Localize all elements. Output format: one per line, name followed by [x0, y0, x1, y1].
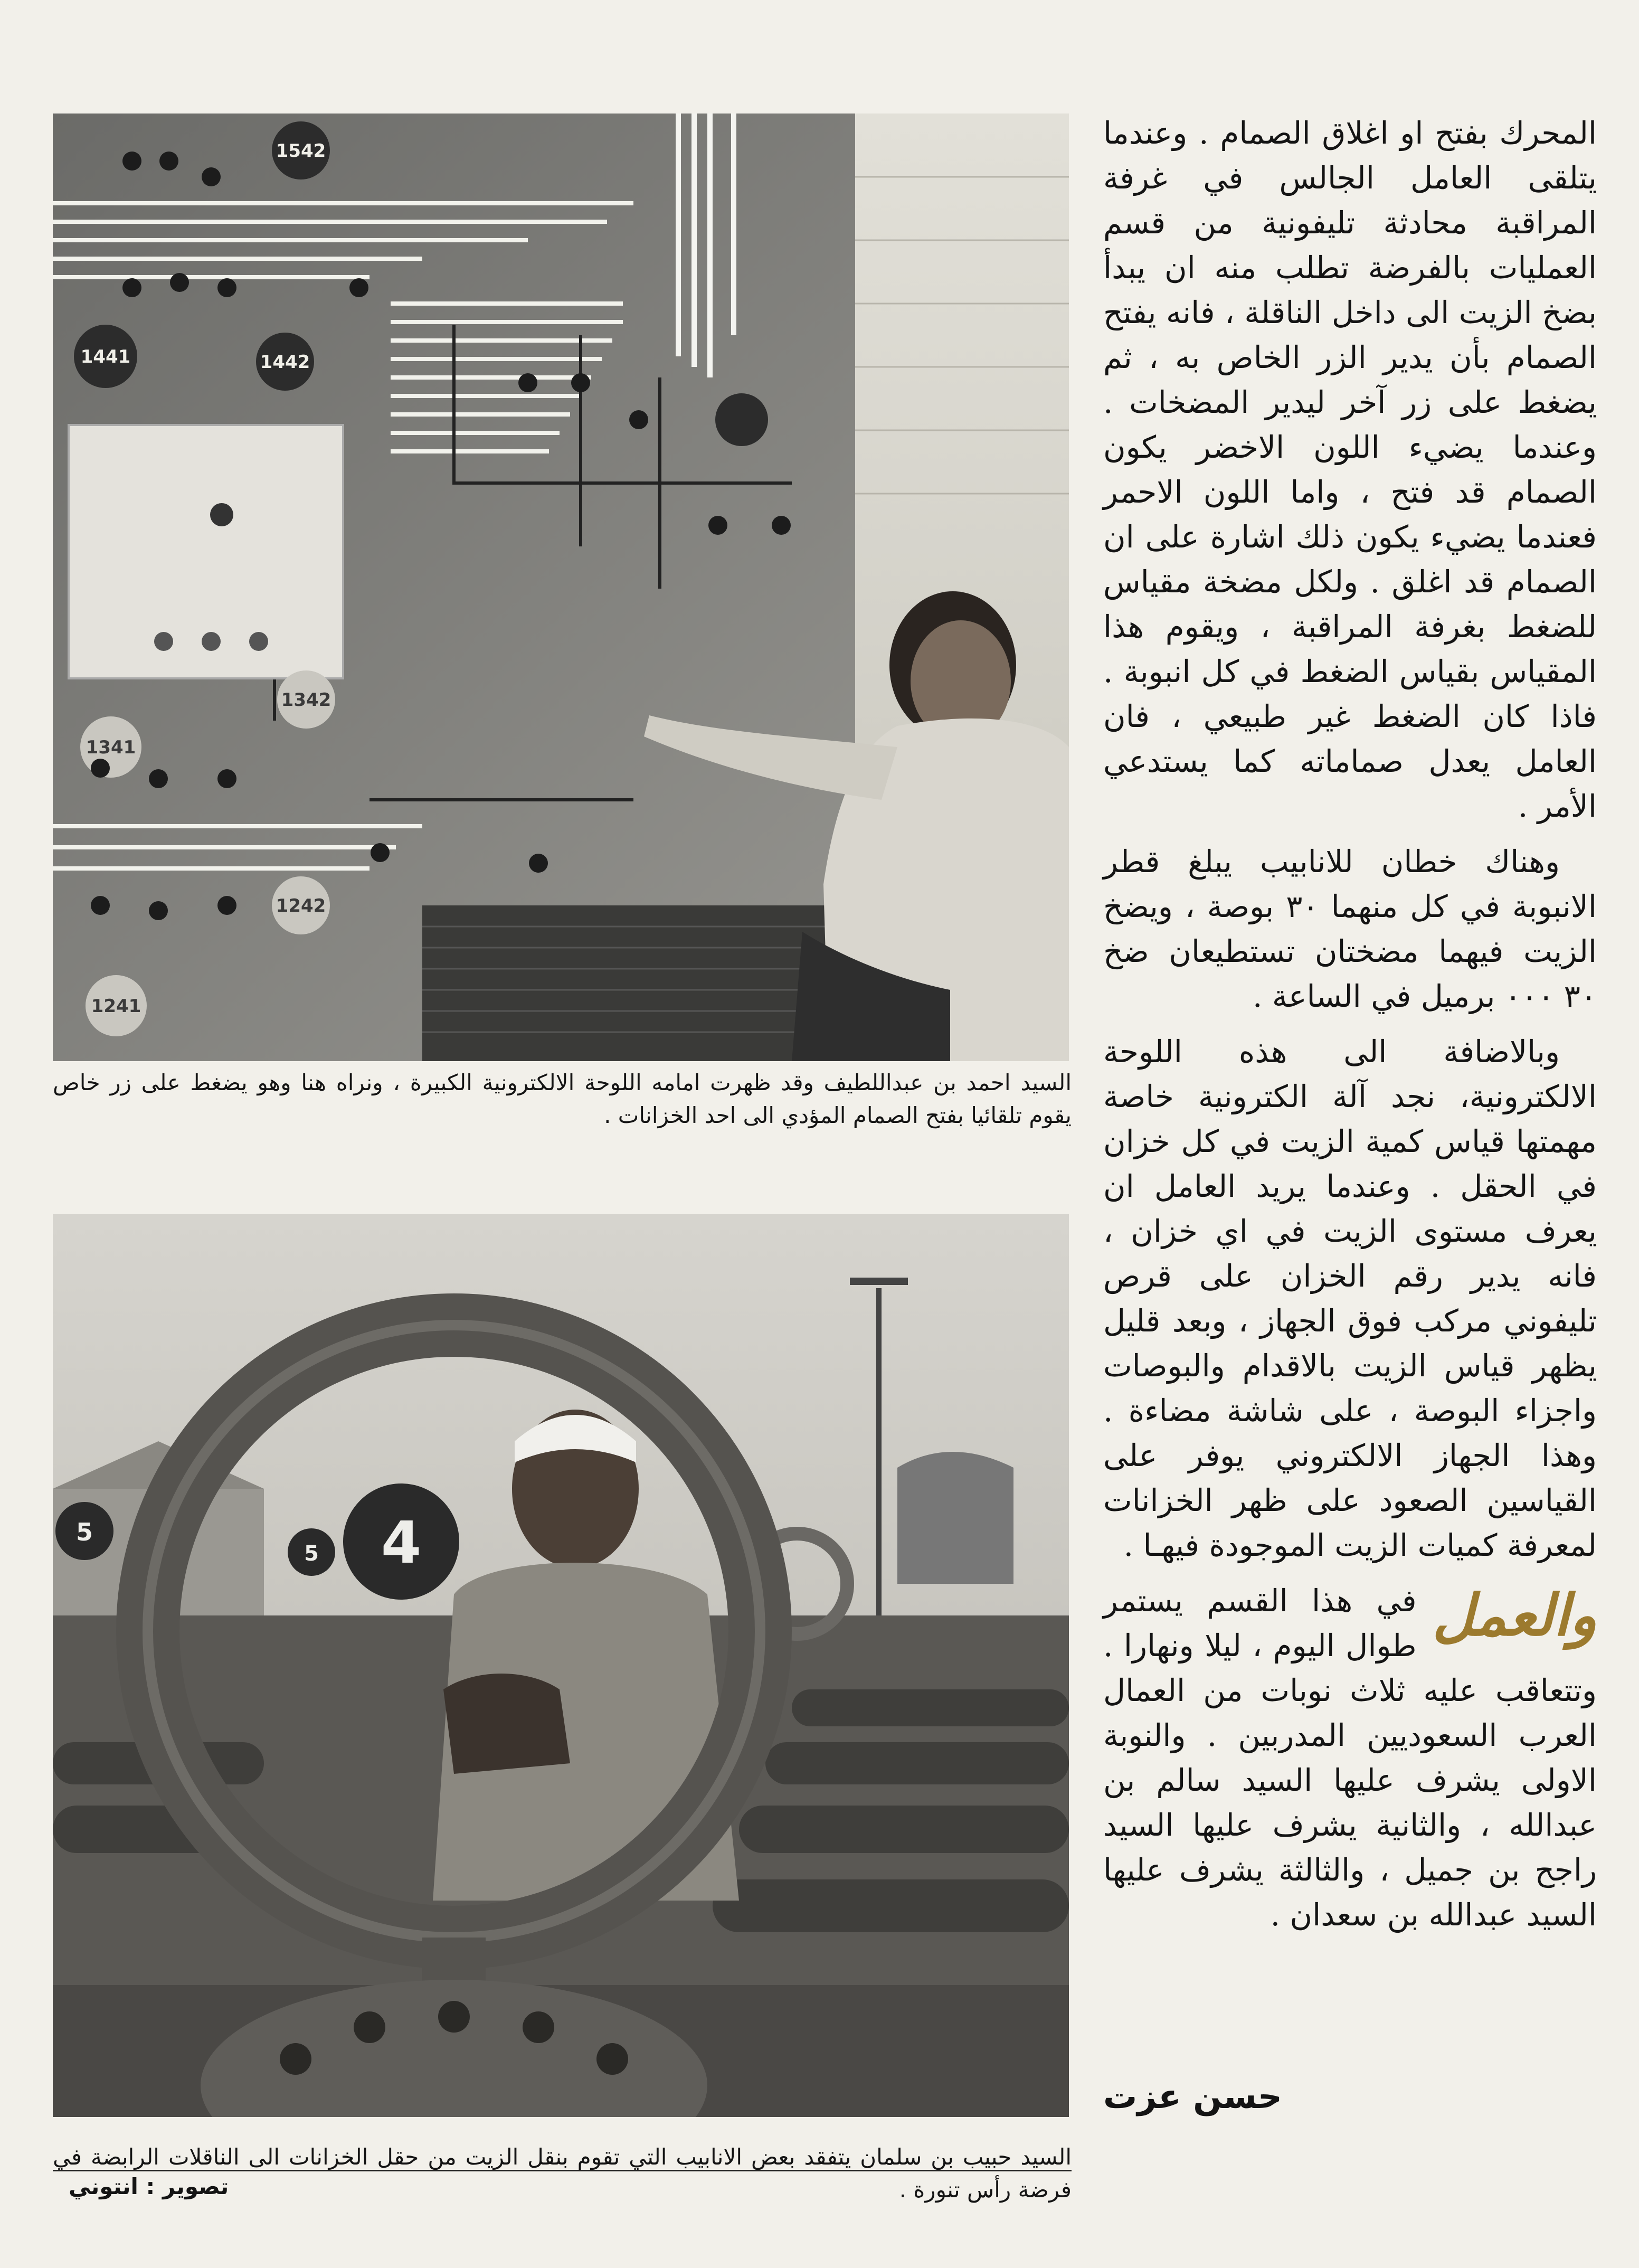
panel-label: 1441: [80, 346, 131, 367]
article-column: [1103, 111, 1597, 1938]
control-panel-photo: [53, 114, 1069, 1061]
bottom-photo-caption: السيد حبيب بن سلمان يتفقد بعض الانابيب التي تقوم بنقل الزيت من حقل الخزانات الى الناقلات الرابضة في فرضة رأس تنورة .: [53, 2144, 1072, 2203]
photo-credit: تصوير : انتوني: [69, 2174, 229, 2199]
pipeline-worker-photo: [53, 1214, 1069, 2117]
top-photo-caption: السيد احمد بن عبداللطيف وقد ظهرت امامه اللوحة الالكترونية الكبيرة ، ونراه هنا وهو يضغط على زر خاص يقوم تلقائيا بفتح الصمام المؤدي الى احد الخزانات .: [53, 1070, 1072, 1128]
author-byline: حسن عزت: [1103, 2077, 1282, 2116]
article-paragraph: [1103, 1579, 1597, 1938]
section-heading: والعمل: [1432, 1582, 1597, 1649]
tank-sign: 5: [75, 1518, 93, 1546]
panel-label: 1342: [281, 689, 331, 711]
article-paragraph: المحرك بفتح او اغلاق الصمام . وعندما يتلقى العامل الجالس في غرفة المراقبة محادثة تليفونية من قسم العمليات بالفرضة تطلب منه ان يبدأ بضخ الزيت الى داخل الناقلة ، فانه يفتح الصمام بأن يدير الزر الخاص به ، ثم يضغط على زر آخر ليدير المضخات . وعندما يضيء اللون الاخضر يكون الصمام قد فتح ، واما اللون الاحمر فعندما يضيء يكون ذلك اشارة على ان الصمام قد اغلق . ولكل مضخة مقياس للضغط بغرفة المراقبة ، ويقوم هذا المقياس بقياس الضغط في كل انبوبة . فاذا كان الضغط غير طبيعي ، فان العامل يعدل صماماته كما يستدعي الأمر .: [1103, 115, 1597, 824]
article-paragraph: وبالاضافة الى هذه اللوحة الالكترونية، نجد آلة الكترونية خاصة مهمتها قياس كمية الزيت في كل خزان في الحقل . وعندما يريد العامل ان يعرف مستوى الزيت في اي خزان ، فانه يدير رقم الخزان على قرص تليفوني مركب فوق الجهاز ، وبعد قليل يظهر قياس الزيت بالاقدام والبوصات واجزاء البوصة ، على شاشة مضاءة . وهذا الجهاز الالكتروني يوفر على القياسين الصعود على ظهر الخزانات لمعرفة كميات الزيت الموجودة فيهـا .: [1103, 1034, 1597, 1563]
panel-label: 1542: [276, 140, 326, 162]
panel-label: 1242: [276, 895, 326, 916]
tank-sign: 4: [381, 1509, 422, 1576]
panel-label: 1442: [260, 352, 310, 373]
panel-label: 1341: [86, 737, 136, 758]
article-paragraph: وهناك خطان للانابيب يبلغ قطر الانبوبة في كل منهما ٣٠ بوصة ، ويضخ الزيت فيهما مضختان تستطيعان ضخ ٣٠ ٠٠٠ برميل في الساعة .: [1103, 844, 1597, 1014]
panel-label: 1241: [91, 996, 141, 1017]
section-paragraph-text: في هذا القسم يستمر طوال اليوم ، ليلا ونهارا . وتتعاقب عليه ثلاث نوبات من العمال العرب السعوديين المدربين . والنوبة الاولى يشرف عليها السيد سالم بن عبدالله ، والثانية يشرف عليها السيد راجح بن جميل ، والثالثة يشرف عليها السيد عبدالله بن سعدان .: [1103, 1583, 1597, 1933]
tank-sign: 5: [304, 1542, 319, 1566]
caption-divider: [53, 2170, 1072, 2171]
